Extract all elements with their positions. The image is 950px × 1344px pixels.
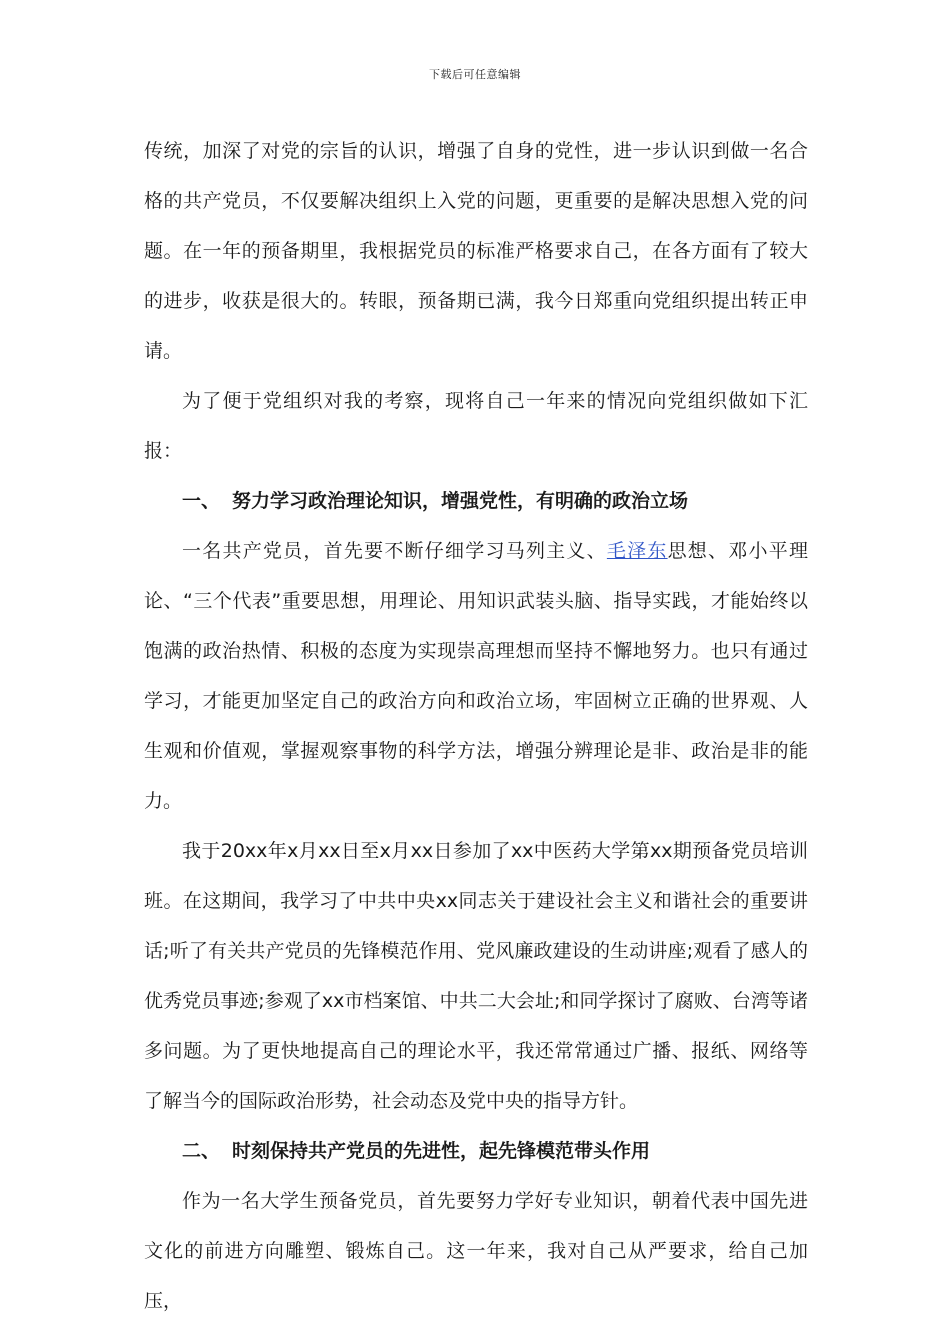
section-heading-2 bbox=[144, 1126, 808, 1176]
section-heading-1-text: 努力学习政治理论知识，增强党性，有明确的政治立场 bbox=[232, 490, 689, 512]
section-heading-1 bbox=[144, 476, 808, 526]
document-body bbox=[144, 126, 808, 1326]
header-note: 下载后可任意编辑 bbox=[429, 68, 521, 81]
section-heading-2-text: 时刻保持共产党员的先进性，起先锋模范带头作用 bbox=[232, 1140, 651, 1162]
paragraph-theory-study bbox=[144, 526, 808, 826]
mao-zedong-link[interactable]: 毛泽东 bbox=[606, 540, 668, 562]
paragraph-report-intro: 为了便于党组织对我的考察，现将自己一年来的情况向党组织做如下汇报： bbox=[144, 390, 808, 462]
paragraph-theory-study-start: 一名共产党员，首先要不断仔细学习马列主义、 bbox=[182, 540, 607, 562]
paragraph-training-class: 我于20xx年x月xx日至x月xx日参加了xx中医药大学第xx期预备党员培训班。在这期间，我学习了中共中央xx同志关于建设社会主义和谐社会的重要讲话;听了有关共产党员的先锋模范作用、党风廉政建设的生动讲座;观看了感人的优秀党员事迹;参观了xx市档案馆、中共二大会址;和同学探讨了腐败、台湾等诸多问题。为了更快地提高自己的理论水平，我还常常通过广播、报纸、网络等了解当今的国际政治形势，社会动态及党中央的指导方针。 bbox=[144, 840, 808, 1112]
paragraph-theory-study-rest: 思想、邓小平理论、“三个代表”重要思想，用理论、用知识武装头脑、指导实践，才能始终以饱满的政治热情、积极的态度为实现崇高理想而坚持不懈地努力。也只有通过学习，才能更加坚定自己的政治方向和政治立场，牢固树立正确的世界观、人生观和价值观，掌握观察事物的科学方法，增强分辨理论是非、政治是非的能力。 bbox=[144, 540, 808, 812]
section-heading-1-number: 一、 bbox=[182, 490, 221, 512]
paragraph-student-member: 作为一名大学生预备党员，首先要努力学好专业知识，朝着代表中国先进文化的前进方向雕塑、锻炼自己。这一年来，我对自己从严要求，给自己加压， bbox=[144, 1190, 808, 1312]
section-heading-2-number: 二、 bbox=[182, 1140, 221, 1162]
paragraph-intro-continuation: 传统，加深了对党的宗旨的认识，增强了自身的党性，进一步认识到做一名合格的共产党员，不仅要解决组织上入党的问题，更重要的是解决思想入党的问题。在一年的预备期里，我根据党员的标准严格要求自己，在各方面有了较大的进步，收获是很大的。转眼，预备期已满，我今日郑重向党组织提出转正申请。 bbox=[144, 140, 808, 362]
